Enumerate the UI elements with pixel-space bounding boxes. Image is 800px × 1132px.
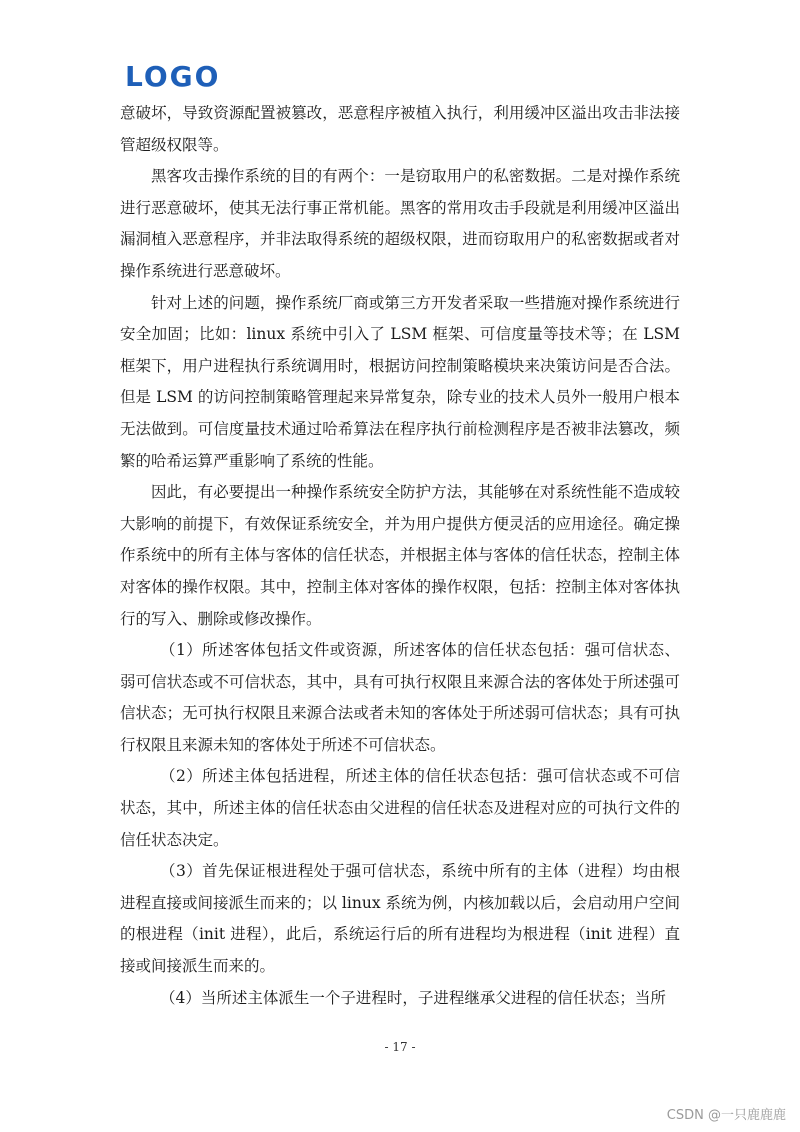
- paragraph: 针对上述的问题，操作系统厂商或第三方开发者采取一些措施对操作系统进行安全加固；比如：linux 系统中引入了 LSM 框架、可信度量等技术等；在 LSM 框架下，用户进程执行系统调用时，根据访问控制策略模块来决策访问是否合法。但是 LSM 的访问控制策略管理起来异常复杂，除专业的技术人员外一般用户根本无法做到。可信度量技术通过哈希算法在程序执行前检测程序是否被非法篡改，频繁的哈希运算严重影响了系统的性能。: [120, 293, 680, 470]
- page-number: - 17 -: [384, 1040, 416, 1054]
- watermark: CSDN @一只鹿鹿鹿: [666, 1108, 786, 1123]
- logo: LOGO: [125, 60, 221, 93]
- paragraph: 因此，有必要提出一种操作系统安全防护方法，其能够在对系统性能不造成较大影响的前提下，有效保证系统安全，并为用户提供方便灵活的应用途径。确定操作系统中的所有主体与客体的信任状态，并根据主体与客体的信任状态，控制主体对客体的操作权限。其中，控制主体对客体的操作权限，包括：控制主体对客体执行的写入、删除或修改操作。: [120, 483, 680, 628]
- paragraph: 黑客攻击操作系统的目的有两个：一是窃取用户的私密数据。二是对操作系统进行恶意破坏，使其无法行事正常机能。黑客的常用攻击手段就是利用缓冲区溢出漏洞植入恶意程序，并非法取得系统的超级权限，进而窃取用户的私密数据或者对操作系统进行恶意破坏。: [120, 167, 680, 280]
- list-paragraph: （1）所述客体包括文件或资源，所述客体的信任状态包括：强可信状态、弱可信状态或不可信状态，其中，具有可执行权限且来源合法的客体处于所述强可信状态；无可执行权限且来源合法或者未知的客体处于所述弱可信状态；具有可执行权限且来源未知的客体处于所述不可信状态。: [120, 641, 680, 754]
- document-body: [120, 98, 680, 1014]
- list-paragraph: （4）当所述主体派生一个子进程时，子进程继承父进程的信任状态；当所: [160, 988, 666, 1007]
- list-paragraph: （2）所述主体包括进程，所述主体的信任状态包括：强可信状态或不可信状态，其中，所述主体的信任状态由父进程的信任状态及进程对应的可执行文件的信任状态决定。: [120, 767, 680, 849]
- list-paragraph: （3）首先保证根进程处于强可信状态，系统中所有的主体（进程）均由根进程直接或间接派生而来的；以 linux 系统为例，内核加载以后，会启动用户空间的根进程（init 进程），此后，系统运行后的所有进程均为根进程（init 进程）直接或间接派生而来的。: [120, 862, 680, 976]
- paragraph: 意破坏，导致资源配置被篡改，恶意程序被植入执行，利用缓冲区溢出攻击非法接管超级权限等。: [120, 104, 680, 154]
